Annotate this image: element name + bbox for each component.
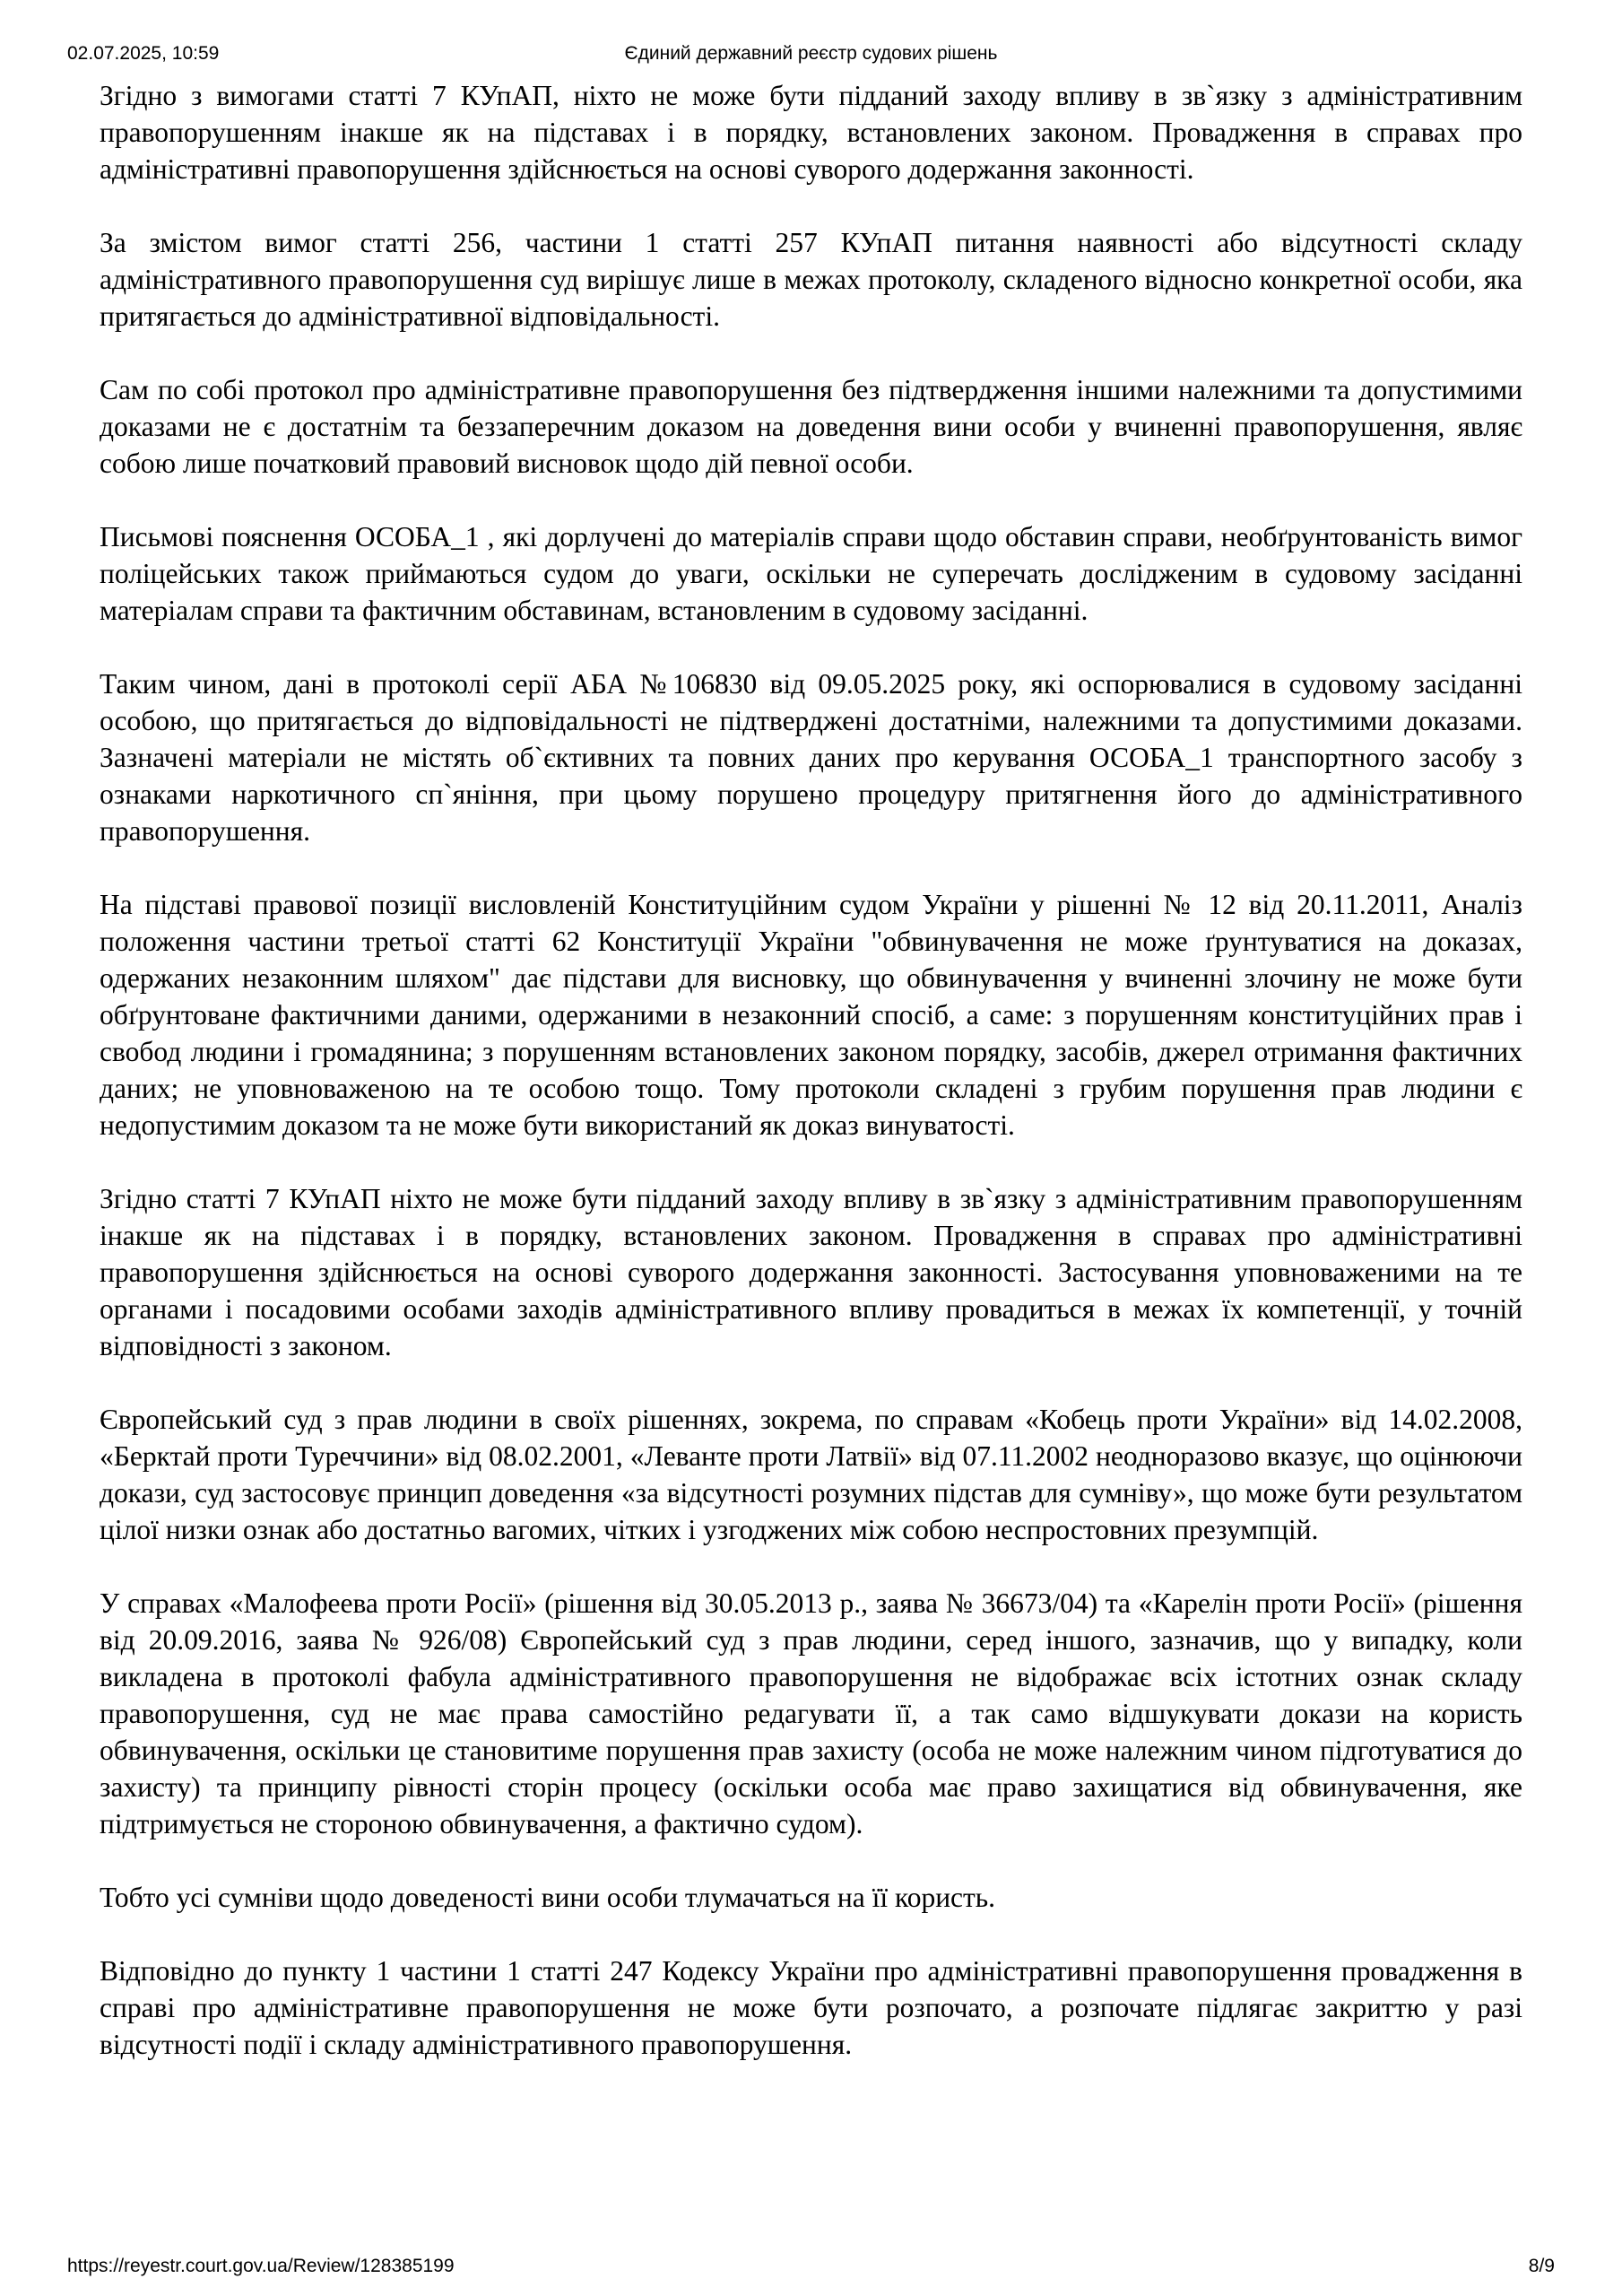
- print-page-title: Єдиний державний реєстр судових рішень: [624, 43, 998, 64]
- paragraph-8: Європейський суд з прав людини в своїх рішеннях, зокрема, по справам «Кобець проти України» від 14.02.2008, «Берктай проти Туреччини» від 08.02.2001, «Леванте проти Латвії» від 07.11.2002 неодноразово вказує, що оцінюючи докази, суд застосовує принцип доведення «за відсутності розумних підстав для сумніву», що може бути результатом цілої низки ознак або достатньо вагомих, чітких і узгоджених між собою неспростовних презумпцій.: [100, 1404, 1522, 1545]
- paragraph-2: За змістом вимог статті 256, частини 1 статті 257 КУпАП питання наявності або відсутності складу адміністративного правопорушення суд вирішує лише в межах протоколу, складеного відносно конкретної особи, яка притягається до адміністративної відповідальності.: [100, 227, 1522, 332]
- print-page-number: 8/9: [1528, 2256, 1555, 2276]
- paragraph-3: Сам по собі протокол про адміністративне правопорушення без підтвердження іншими належними та допустимими доказами не є достатнім та беззаперечним доказом на доведення вини особи у вчиненні правопорушення, являє собою лише початковий правовий висновок щодо дій певної особи.: [100, 374, 1522, 479]
- paragraph-11: Відповідно до пункту 1 частини 1 статті 247 Кодексу України про адміністративні правопорушення провадження в справі про адміністративне правопорушення не може бути розпочато, а розпочате підлягає закриттю у разі відсутності події і складу адміністративного правопорушення.: [100, 1955, 1522, 2060]
- print-url: https://reyestr.court.gov.ua/Review/128385199: [67, 2256, 455, 2276]
- print-footer: [67, 2256, 1555, 2283]
- paragraph-1: Згідно з вимогами статті 7 КУпАП, ніхто не може бути підданий заходу впливу в зв`язку з адміністративним правопорушенням інакше як на підставах і в порядку, встановлених законом. Провадження в справах про адміністративні правопорушення здійснюється на основі суворого додержання законності.: [100, 80, 1522, 185]
- paragraph-4: Письмові пояснення ОСОБА_1 , які дорлучені до матеріалів справи щодо обставин справи, необґрунтованість вимог поліцейських також приймаються судом до уваги, оскільки не суперечать дослідженим в судовому засіданні матеріалам справи та фактичним обставинам, встановленим в судовому засіданні.: [100, 521, 1522, 626]
- paragraph-9: У справах «Малофеева проти Росії» (рішення від 30.05.2013 р., заява № 36673/04) та «Карелін проти Росії» (рішення від 20.09.2016, заява № 926/08) Європейський суд з прав людини, серед іншого, зазначив, що у випадку, коли викладена в протоколі фабула адміністративного правопорушення не відображає всіх істотних ознак складу правопорушення, суд не має права самостійно редагувати її, а так само відшукувати докази на користь обвинувачення, оскільки це становитиме порушення прав захисту (особа не може належним чином підготуватися до захисту) та принципу рівності сторін процесу (оскільки особа має право захищатися від обвинувачення, яке підтримується не стороною обвинувачення, а фактично судом).: [100, 1587, 1522, 1839]
- print-header: [67, 43, 1555, 70]
- paragraph-7: Згідно статті 7 КУпАП ніхто не може бути підданий заходу впливу в зв`язку з адміністративним правопорушенням інакше як на підставах і в порядку, встановлених законом. Провадження в справах про адміністративні правопорушення здійснюється на основі суворого додержання законності. Застосування уповноваженими на те органами і посадовими особами заходів адміністративного впливу провадиться в межах їх компетенції, у точній відповідності з законом.: [100, 1183, 1522, 1361]
- document-body: [100, 77, 1522, 2063]
- print-datetime: 02.07.2025, 10:59: [67, 43, 220, 64]
- paragraph-5: Таким чином, дані в протоколі серії АБА №106830 від 09.05.2025 року, які оспорювалися в судовому засіданні особою, що притягається до відповідальності не підтверджені достатніми, належними та допустимими доказами. Зазначені матеріали не містять об`єктивних та повних даних про керування ОСОБА_1 транспортного засобу з ознаками наркотичного сп`яніння, при цьому порушено процедуру притягнення його до адміністративного правопорушення.: [100, 668, 1522, 847]
- paragraph-10: Тобто усі сумніви щодо доведеності вини особи тлумачаться на її користь.: [100, 1882, 996, 1913]
- paragraph-6: На підставі правової позиції висловленій Конституційним судом України у рішенні № 12 від 20.11.2011, Аналіз положення частини третьої статті 62 Конституції України "обвинувачення не може ґрунтуватися на доказах, одержаних незаконним шляхом" дає підстави для висновку, що обвинувачення у вчиненні злочину не може бути обґрунтоване фактичними даними, одержаними в незаконний спосіб, а саме: з порушенням конституційних прав і свобод людини і громадянина; з порушенням встановлених законом порядку, засобів, джерел отримання фактичних даних; не уповноваженою на те особою тощо. Тому протоколи складені з грубим порушення прав людини є недопустимим доказом та не може бути використаний як доказ винуватості.: [100, 889, 1522, 1141]
